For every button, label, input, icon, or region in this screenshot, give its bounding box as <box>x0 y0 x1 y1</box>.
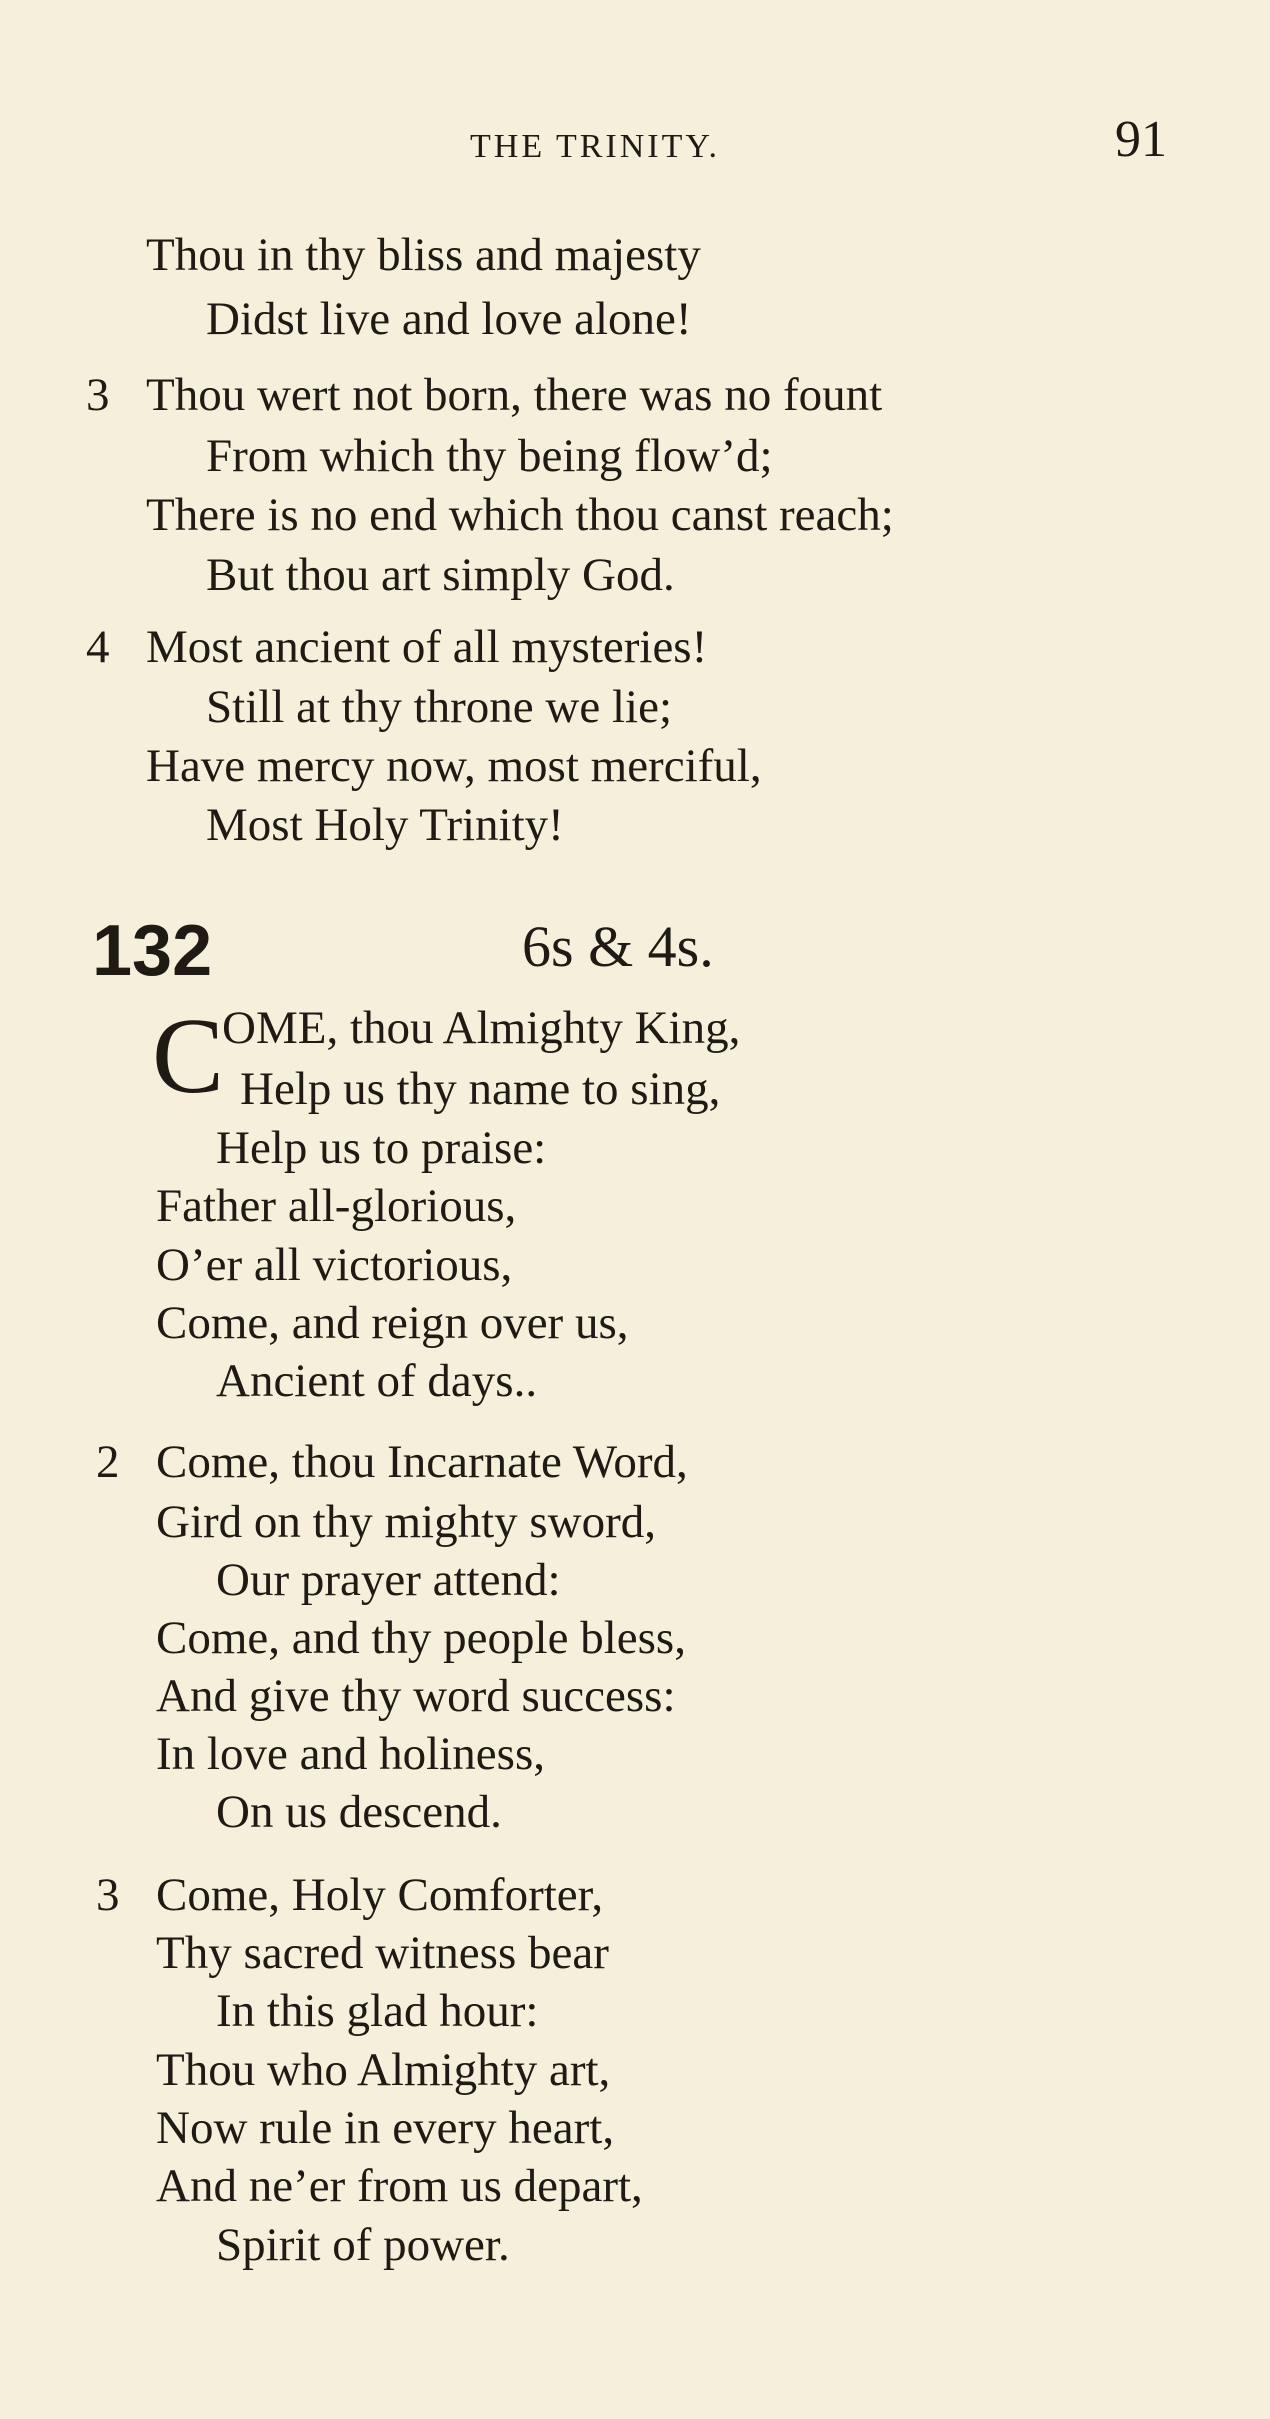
hymn-line: Thy sacred witness bear <box>156 1927 609 1979</box>
running-head: THE TRINITY. <box>470 128 721 165</box>
hymn-line: And give thy word success: <box>156 1670 676 1722</box>
hymn-line: Most Holy Trinity! <box>206 799 564 851</box>
hymn-line: Come, Holy Comforter, <box>156 1869 604 1921</box>
hymn-line: In love and holiness, <box>156 1728 545 1780</box>
hymn-line: Still at thy throne we lie; <box>206 681 673 733</box>
hymn-line: Come, and thy people bless, <box>156 1612 686 1664</box>
hymn-line: But thou art simply God. <box>206 549 675 601</box>
verse-number: 3 <box>96 1869 120 1921</box>
hymn-line: And ne’er from us depart, <box>156 2160 643 2212</box>
hymn-line: Come, and reign over us, <box>156 1297 629 1349</box>
hymn-line: Come, thou Incarnate Word, <box>156 1436 688 1488</box>
hymn-meter: 6s & 4s. <box>522 914 714 979</box>
verse-number: 3 <box>86 369 110 421</box>
hymn-line: On us descend. <box>216 1786 502 1838</box>
hymn-line: Now rule in every heart, <box>156 2102 615 2154</box>
hymn-line: Most ancient of all mysteries! <box>146 621 708 673</box>
hymn-line: Thou who Almighty art, <box>156 2044 611 2096</box>
hymn-line: Gird on thy mighty sword, <box>156 1496 657 1548</box>
page-number: 91 <box>1115 111 1167 168</box>
hymn-line: Thou wert not born, there was no fount <box>146 369 883 421</box>
hymn-line: Help us thy name to sing, <box>240 1063 721 1115</box>
verse-number: 4 <box>86 621 110 673</box>
hymn-line: Have mercy now, most merciful, <box>146 740 762 792</box>
hymn-line: Thou in thy bliss and majesty <box>146 229 701 281</box>
verse-number: 2 <box>96 1436 120 1488</box>
hymn-number: 132 <box>92 911 213 991</box>
hymn-line: Help us to praise: <box>216 1122 547 1174</box>
hymn-line: In this glad hour: <box>216 1985 539 2037</box>
hymn-line: Ancient of days.. <box>216 1355 538 1407</box>
hymn-line: Didst live and love alone! <box>206 293 692 345</box>
drop-cap: C <box>152 997 225 1116</box>
hymn-line: OME, thou Almighty King, <box>222 1002 741 1054</box>
hymn-line: There is no end which thou canst reach; <box>146 489 894 541</box>
hymn-line: Father all-glorious, <box>156 1180 517 1232</box>
hymn-line: From which thy being flow’d; <box>206 430 773 482</box>
hymn-line: Spirit of power. <box>216 2219 510 2271</box>
hymn-line: O’er all victorious, <box>156 1239 513 1291</box>
hymn-line: Our prayer attend: <box>216 1554 561 1606</box>
